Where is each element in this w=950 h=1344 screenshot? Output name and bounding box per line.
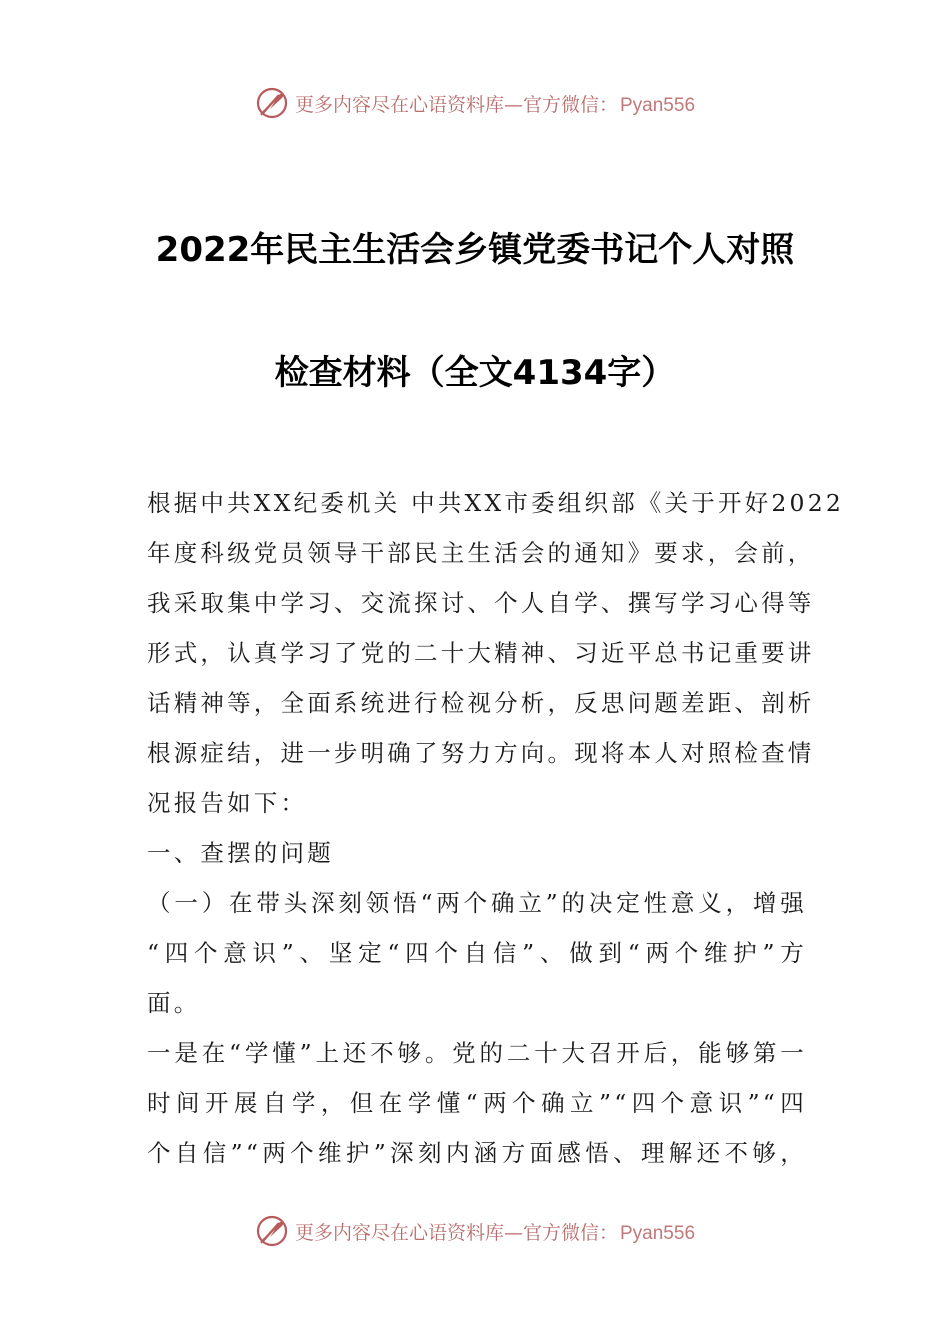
- body-line: （一）在带头深刻领悟“两个确立”的决定性意义，增强: [147, 889, 807, 917]
- footer-watermark: [0, 1211, 950, 1251]
- header-watermark: [0, 83, 950, 123]
- quill-logo-icon: [255, 86, 289, 120]
- wechat-id: Pyan556: [620, 94, 696, 116]
- document-title-line-1: 2022年民主生活会乡镇党委书记个人对照: [155, 230, 795, 270]
- body-line: 个自信”“两个维护”深刻内涵方面感悟、理解还不够，: [147, 1139, 807, 1167]
- body-line: 年度科级党员领导干部民主生活会的通知》要求，会前，: [147, 539, 815, 567]
- quill-logo-icon: [255, 1214, 289, 1248]
- body-line: 形式，认真学习了党的二十大精神、习近平总书记重要讲: [147, 639, 815, 667]
- wechat-id: Pyan556: [620, 1222, 696, 1244]
- watermark-text: 更多内容尽在心语资料库—官方微信： Pyan556: [294, 1221, 696, 1244]
- body-line: “四个意识”、坚定“四个自信”、做到“两个维护”方: [147, 939, 807, 967]
- document-body: [147, 478, 844, 1178]
- body-line: 一是在“学懂”上还不够。党的二十大召开后，能够第一: [147, 1039, 807, 1067]
- body-line: 面。: [147, 989, 201, 1017]
- document-title-line-2: 检查材料（全文4134字）: [274, 353, 676, 393]
- body-line: 话精神等，全面系统进行检视分析，反思问题差距、剖析: [147, 689, 815, 717]
- body-line: 根源症结，进一步明确了努力方向。现将本人对照检查情: [147, 739, 815, 767]
- watermark-text: 更多内容尽在心语资料库—官方微信： Pyan556: [294, 93, 696, 116]
- body-line: 根据中共XX纪委机关 中共XX市委组织部《关于开好2022: [147, 489, 844, 517]
- body-line: 我采取集中学习、交流探讨、个人自学、撰写学习心得等: [147, 589, 815, 617]
- body-line: 时间开展自学，但在学懂“两个确立”“四个意识”“四: [147, 1089, 807, 1117]
- section-heading: 一、查摆的问题: [147, 839, 334, 867]
- body-line: 况报告如下：: [147, 789, 308, 817]
